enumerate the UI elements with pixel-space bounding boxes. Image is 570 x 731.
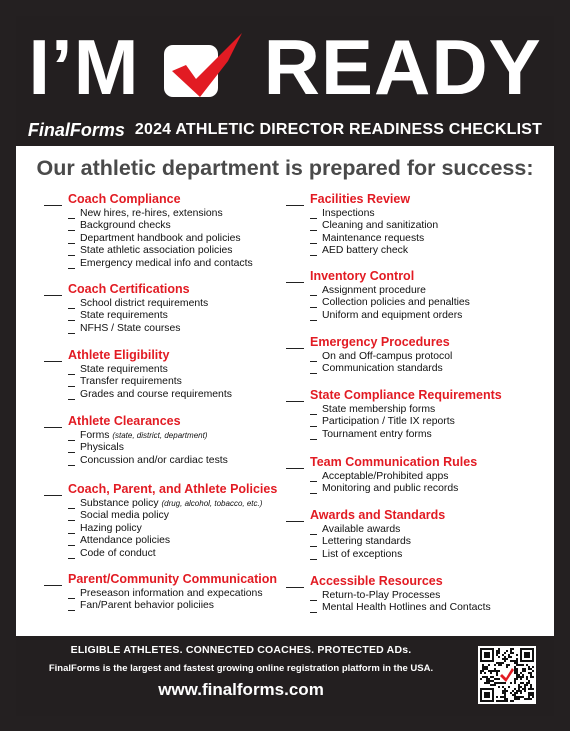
section-title: Parent/Community Communication <box>68 572 278 586</box>
checklist-item <box>310 535 548 548</box>
title-left: I’M <box>28 22 140 111</box>
item-note: (state, district, department) <box>112 430 208 440</box>
item-label: On and Off-campus protocol <box>322 350 453 362</box>
section-header <box>286 572 548 588</box>
checklist-item <box>68 534 294 547</box>
item-checkbox-line[interactable] <box>68 550 75 559</box>
checklist-item <box>310 308 548 321</box>
item-checkbox-line[interactable] <box>310 418 317 427</box>
item-label: Lettering standards <box>322 536 411 548</box>
item-checkbox-line[interactable] <box>310 287 317 296</box>
checklist-item <box>68 428 294 441</box>
item-label: Physicals <box>80 442 124 454</box>
section-header <box>44 280 294 296</box>
item-label: Return-to-Play Processes <box>322 589 441 601</box>
item-checkbox-line[interactable] <box>310 235 317 244</box>
section-checkbox-line[interactable] <box>44 350 62 362</box>
checklist-item <box>68 509 294 522</box>
item-label: Cleaning and sanitization <box>322 220 439 232</box>
item-checkbox-line[interactable] <box>68 235 75 244</box>
checklist-section <box>44 480 294 559</box>
item-label: Forms <box>80 429 110 441</box>
item-checkbox-line[interactable] <box>68 222 75 231</box>
checklist-item <box>310 601 548 614</box>
item-checkbox-line[interactable] <box>68 260 75 269</box>
item-checkbox-line[interactable] <box>68 602 75 611</box>
item-label: Fan/Parent behavior policiies <box>80 600 214 612</box>
checklist-item <box>68 321 294 334</box>
item-label: Monitoring and public records <box>322 483 459 495</box>
checklist-section <box>286 333 548 374</box>
item-note: (drug, alcohol, tobacco, etc.) <box>161 498 263 508</box>
section-title: Athlete Eligibility <box>68 348 170 362</box>
item-label: State requirements <box>80 363 168 375</box>
item-label: Emergency medical info and contacts <box>80 257 253 269</box>
item-checkbox-line[interactable] <box>310 353 317 362</box>
checklist-item <box>310 427 548 440</box>
checklist-item <box>68 231 294 244</box>
section-header <box>286 453 548 469</box>
subtitle-row <box>16 116 554 144</box>
checklist-item <box>310 402 548 415</box>
checklist-section <box>286 572 548 613</box>
item-checkbox-line[interactable] <box>310 473 317 482</box>
section-title: Team Communication Rules <box>310 455 478 469</box>
item-checkbox-line[interactable] <box>68 444 75 453</box>
finalforms-logo: FinalForms <box>27 119 125 140</box>
checklist-item <box>310 349 548 362</box>
item-label: Maintenance requests <box>322 232 425 244</box>
title-right: READY <box>263 22 542 111</box>
checklist-item <box>68 441 294 454</box>
item-label: Social media policy <box>80 510 169 522</box>
item-checkbox-line[interactable] <box>310 604 317 613</box>
section-checkbox-line[interactable] <box>44 574 62 586</box>
checklist-section <box>286 267 548 321</box>
item-checkbox-line[interactable] <box>310 485 317 494</box>
section-header <box>44 412 294 428</box>
checklist-item <box>68 219 294 232</box>
checklist-panel <box>16 146 554 636</box>
section-title: Facilities Review <box>310 192 411 206</box>
item-checkbox-line[interactable] <box>310 538 317 547</box>
checklist-section <box>286 453 548 494</box>
checklist-item <box>310 296 548 309</box>
section-header <box>286 267 548 283</box>
checklist-item <box>310 244 548 257</box>
section-checkbox-line[interactable] <box>44 484 62 496</box>
main-title <box>16 24 554 110</box>
checklist-item <box>310 415 548 428</box>
headline: Our athletic department is prepared for success: <box>36 156 534 180</box>
checklist-section <box>44 346 294 400</box>
checklist-section <box>44 190 294 269</box>
checklist-section <box>286 190 548 256</box>
checklist-item <box>68 362 294 375</box>
section-header <box>44 346 294 362</box>
item-checkbox-line[interactable] <box>310 431 317 440</box>
item-label: State membership forms <box>322 403 436 415</box>
checklist-section <box>286 506 548 560</box>
item-label: AED battery check <box>322 245 409 257</box>
item-label: Hazing policy <box>80 522 142 534</box>
item-checkbox-line[interactable] <box>68 525 75 534</box>
item-label: Department handbook and policies <box>80 232 241 244</box>
footer-banner <box>16 636 554 716</box>
item-checkbox-line[interactable] <box>68 457 75 466</box>
checklist-item <box>310 219 548 232</box>
item-checkbox-line[interactable] <box>68 590 75 599</box>
checklist-item <box>68 206 294 219</box>
checklist-item <box>68 296 294 309</box>
item-label: Substance policy <box>80 497 159 509</box>
item-checkbox-line[interactable] <box>68 432 75 441</box>
item-label: Attendance policies <box>80 535 171 547</box>
section-checkbox-line[interactable] <box>286 271 304 283</box>
checklist-section <box>44 280 294 334</box>
section-header <box>286 386 548 402</box>
item-label: Communication standards <box>322 363 443 375</box>
section-title: Coach Certifications <box>68 282 190 296</box>
checklist-item <box>310 588 548 601</box>
item-label: NFHS / State courses <box>80 322 181 334</box>
checklist-item <box>310 469 548 482</box>
item-label: Grades and course requirements <box>80 388 232 400</box>
checklist-item <box>68 375 294 388</box>
item-checkbox-line[interactable] <box>310 551 317 560</box>
section-checkbox-line[interactable] <box>286 337 304 349</box>
item-label: Tournament entry forms <box>322 428 432 440</box>
section-title: State Compliance Requirements <box>310 388 502 402</box>
checklist-section <box>44 412 294 466</box>
section-checkbox-line[interactable] <box>286 510 304 522</box>
footer-tagline: ELIGIBLE ATHLETES. CONNECTED COACHES. PROTECTED ADs. <box>70 644 412 656</box>
section-header <box>44 190 294 206</box>
footer-url[interactable]: www.finalforms.com <box>158 680 324 699</box>
checklist-item <box>68 453 294 466</box>
checklist-section <box>44 570 294 611</box>
item-label: List of exceptions <box>322 548 403 560</box>
section-header <box>286 506 548 522</box>
checklist-item <box>310 206 548 219</box>
section-checkbox-line[interactable] <box>44 416 62 428</box>
item-label: Collection policies and penalties <box>322 297 470 309</box>
section-checkbox-line[interactable] <box>286 194 304 206</box>
checkmark-icon <box>158 27 250 103</box>
item-checkbox-line[interactable] <box>310 210 317 219</box>
item-checkbox-line[interactable] <box>68 391 75 400</box>
item-checkbox-line[interactable] <box>310 406 317 415</box>
item-label: State athletic association policies <box>80 245 233 257</box>
checklist-item <box>68 599 294 612</box>
item-label: Background checks <box>80 220 171 232</box>
item-label: Code of conduct <box>80 547 156 559</box>
item-checkbox-line[interactable] <box>68 378 75 387</box>
section-title: Coach, Parent, and Athlete Policies <box>68 482 278 496</box>
section-title: Emergency Procedures <box>310 335 450 349</box>
item-label: Preseason information and expecations <box>80 587 263 599</box>
checklist-item <box>68 521 294 534</box>
item-label: Participation / Title IX reports <box>322 416 455 428</box>
item-label: Acceptable/Prohibited apps <box>322 470 449 482</box>
header-banner <box>16 16 554 146</box>
item-checkbox-line[interactable] <box>68 366 75 375</box>
section-header <box>44 480 294 496</box>
section-checkbox-line[interactable] <box>286 457 304 469</box>
item-label: Transfer requirements <box>80 376 182 388</box>
item-checkbox-line[interactable] <box>310 222 317 231</box>
footer-description: FinalForms is the largest and fastest growing online registration platform in the USA. <box>48 663 434 674</box>
section-title: Athlete Clearances <box>68 414 181 428</box>
item-label: State requirements <box>80 310 168 322</box>
item-checkbox-line[interactable] <box>68 537 75 546</box>
item-checkbox-line[interactable] <box>310 592 317 601</box>
section-title: Accessible Resources <box>310 574 443 588</box>
qr-code <box>478 646 536 704</box>
section-checkbox-line[interactable] <box>286 576 304 588</box>
item-checkbox-line[interactable] <box>310 312 317 321</box>
item-checkbox-line[interactable] <box>68 247 75 256</box>
item-checkbox-line[interactable] <box>310 526 317 535</box>
checklist-item <box>310 231 548 244</box>
checklist-item <box>68 309 294 322</box>
item-label: Uniform and equipment orders <box>322 309 463 321</box>
section-header <box>286 190 548 206</box>
item-checkbox-line[interactable] <box>68 325 75 334</box>
item-label: Available awards <box>322 523 401 535</box>
checklist-item <box>68 256 294 269</box>
checklist-item <box>68 546 294 559</box>
item-label: Mental Health Hotlines and Contacts <box>322 602 491 614</box>
section-title: Inventory Control <box>310 269 415 283</box>
item-checkbox-line[interactable] <box>310 299 317 308</box>
checklist-item <box>310 283 548 296</box>
section-header <box>286 333 548 349</box>
section-checkbox-line[interactable] <box>286 390 304 402</box>
item-checkbox-line[interactable] <box>68 500 75 509</box>
item-checkbox-line[interactable] <box>68 300 75 309</box>
item-label: Assignment procedure <box>322 284 426 296</box>
checklist-item <box>310 362 548 375</box>
section-checkbox-line[interactable] <box>44 284 62 296</box>
checklist-item <box>68 387 294 400</box>
item-label: School district requirements <box>80 297 209 309</box>
checklist-item <box>68 244 294 257</box>
item-checkbox-line[interactable] <box>68 512 75 521</box>
item-label: New hires, re-hires, extensions <box>80 207 223 219</box>
checklist-item <box>310 482 548 495</box>
section-title: Coach Compliance <box>68 192 181 206</box>
item-checkbox-line[interactable] <box>310 365 317 374</box>
item-checkbox-line[interactable] <box>68 210 75 219</box>
item-checkbox-line[interactable] <box>68 312 75 321</box>
section-checkbox-line[interactable] <box>44 194 62 206</box>
checklist-item <box>68 496 294 509</box>
checklist-section <box>286 386 548 440</box>
section-header <box>44 570 294 586</box>
item-label: Inspections <box>322 207 375 219</box>
checklist-item <box>68 586 294 599</box>
section-title: Awards and Standards <box>310 508 446 522</box>
subtitle: 2024 ATHLETIC DIRECTOR READINESS CHECKLIST <box>134 121 543 138</box>
checklist-item <box>310 547 548 560</box>
checklist-item <box>310 522 548 535</box>
item-checkbox-line[interactable] <box>310 247 317 256</box>
item-label: Concussion and/or cardiac tests <box>80 454 228 466</box>
